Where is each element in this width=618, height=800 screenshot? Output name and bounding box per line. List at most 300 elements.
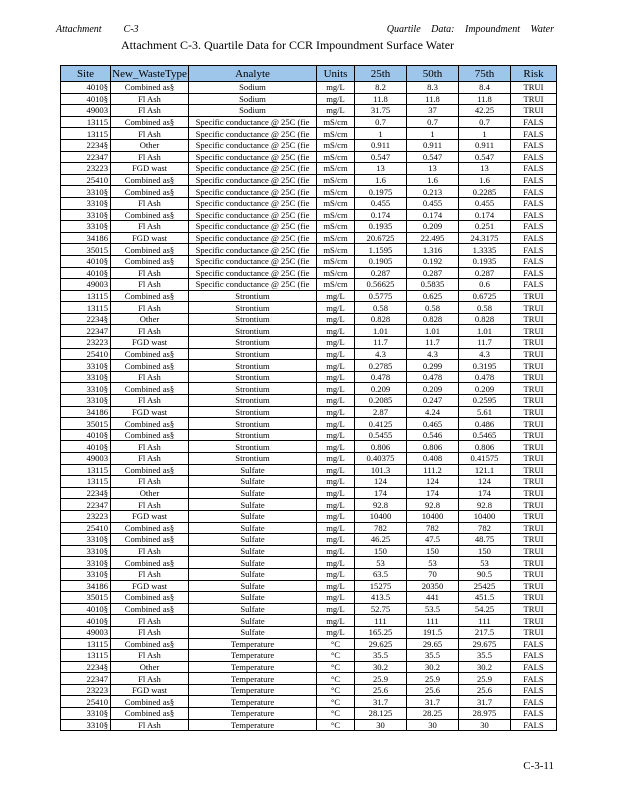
analyte-cell: Specific conductance @ 25C (fie [189, 209, 317, 221]
table-row [61, 348, 557, 360]
risk-cell: TRUI [511, 406, 557, 418]
analyte-cell: Specific conductance @ 25C (fie [189, 197, 317, 209]
q25-cell: 1 [355, 128, 407, 140]
table-row [61, 197, 557, 209]
site-cell: 3310§ [61, 568, 111, 580]
analyte-cell: Specific conductance @ 25C (fie [189, 116, 317, 128]
q25-cell: 25.9 [355, 673, 407, 685]
waste-type-cell: Other [111, 487, 189, 499]
q25-cell: 0.828 [355, 313, 407, 325]
q75-cell: 30.2 [459, 661, 511, 673]
analyte-cell: Sulfate [189, 626, 317, 638]
analyte-cell: Specific conductance @ 25C (fie [189, 279, 317, 291]
table-row [61, 255, 557, 267]
q50-cell: 0.58 [407, 302, 459, 314]
q75-cell: 121.1 [459, 464, 511, 476]
units-cell: mg/L [317, 487, 355, 499]
site-cell: 34186 [61, 232, 111, 244]
site-cell: 35015 [61, 244, 111, 256]
analyte-cell: Specific conductance @ 25C (fie [189, 267, 317, 279]
q25-cell: 10400 [355, 510, 407, 522]
units-cell: mg/L [317, 360, 355, 372]
table-row [61, 82, 557, 94]
units-cell: mg/L [317, 557, 355, 569]
q75-cell: 174 [459, 487, 511, 499]
analyte-cell: Sulfate [189, 499, 317, 511]
site-cell: 35015 [61, 418, 111, 430]
q75-cell: 31.7 [459, 696, 511, 708]
table-row [61, 139, 557, 151]
site-cell: 4010§ [61, 255, 111, 267]
waste-type-cell: Combined as§ [111, 592, 189, 604]
risk-cell: TRUI [511, 534, 557, 546]
analyte-cell: Temperature [189, 650, 317, 662]
table-row [61, 313, 557, 325]
units-cell: mg/L [317, 383, 355, 395]
q25-cell: 150 [355, 545, 407, 557]
waste-type-cell: Combined as§ [111, 418, 189, 430]
waste-type-cell: FGD wast [111, 580, 189, 592]
q25-cell: 0.4125 [355, 418, 407, 430]
waste-type-cell: Fl Ash [111, 453, 189, 465]
site-cell: 49003 [61, 453, 111, 465]
site-cell: 3310§ [61, 708, 111, 720]
q25-cell: 0.287 [355, 267, 407, 279]
units-cell: mS/cm [317, 232, 355, 244]
analyte-cell: Sulfate [189, 580, 317, 592]
q75-cell: 0.455 [459, 197, 511, 209]
q25-cell: 63.5 [355, 568, 407, 580]
waste-type-cell: Fl Ash [111, 719, 189, 731]
table-row [61, 116, 557, 128]
units-cell: mg/L [317, 337, 355, 349]
analyte-cell: Strontium [189, 302, 317, 314]
table-row [61, 395, 557, 407]
analyte-cell: Sodium [189, 105, 317, 117]
units-cell: mS/cm [317, 267, 355, 279]
analyte-cell: Specific conductance @ 25C (fie [189, 186, 317, 198]
q75-cell: 0.287 [459, 267, 511, 279]
q25-cell: 2.87 [355, 406, 407, 418]
table-row [61, 406, 557, 418]
waste-type-cell: Fl Ash [111, 221, 189, 233]
site-cell: 49003 [61, 279, 111, 291]
analyte-cell: Sodium [189, 82, 317, 94]
units-cell: mg/L [317, 580, 355, 592]
risk-cell: TRUI [511, 603, 557, 615]
q75-cell: 25.9 [459, 673, 511, 685]
q75-cell: 0.547 [459, 151, 511, 163]
page-number: C-3-11 [523, 760, 554, 772]
risk-cell: TRUI [511, 105, 557, 117]
waste-type-cell: Other [111, 661, 189, 673]
q50-cell: 1 [407, 128, 459, 140]
q50-cell: 111 [407, 615, 459, 627]
q25-cell: 11.7 [355, 337, 407, 349]
column-header-50th: 50th [407, 66, 459, 82]
risk-cell: FALS [511, 151, 557, 163]
waste-type-cell: Combined as§ [111, 360, 189, 372]
site-cell: 3310§ [61, 719, 111, 731]
units-cell: mg/L [317, 429, 355, 441]
site-cell: 49003 [61, 105, 111, 117]
waste-type-cell: Combined as§ [111, 696, 189, 708]
q50-cell: 47.5 [407, 534, 459, 546]
q50-cell: 28.25 [407, 708, 459, 720]
table-row [61, 719, 557, 731]
risk-cell: FALS [511, 128, 557, 140]
risk-cell: FALS [511, 221, 557, 233]
analyte-cell: Sulfate [189, 522, 317, 534]
waste-type-cell: Combined as§ [111, 464, 189, 476]
risk-cell: TRUI [511, 453, 557, 465]
header-title: Quartile Data: Impoundment Water [386, 24, 554, 35]
q75-cell: 1.6 [459, 174, 511, 186]
q75-cell: 150 [459, 545, 511, 557]
q75-cell: 0.2595 [459, 395, 511, 407]
analyte-cell: Specific conductance @ 25C (fie [189, 128, 317, 140]
site-cell: 3310§ [61, 209, 111, 221]
analyte-cell: Strontium [189, 337, 317, 349]
q25-cell: 1.1595 [355, 244, 407, 256]
waste-type-cell: Fl Ash [111, 499, 189, 511]
risk-cell: TRUI [511, 302, 557, 314]
q75-cell: 42.25 [459, 105, 511, 117]
analyte-cell: Strontium [189, 406, 317, 418]
analyte-cell: Specific conductance @ 25C (fie [189, 255, 317, 267]
q50-cell: 11.8 [407, 93, 459, 105]
units-cell: mg/L [317, 418, 355, 430]
q25-cell: 4.3 [355, 348, 407, 360]
q25-cell: 0.5455 [355, 429, 407, 441]
waste-type-cell: Fl Ash [111, 441, 189, 453]
waste-type-cell: Fl Ash [111, 93, 189, 105]
q50-cell: 0.213 [407, 186, 459, 198]
analyte-cell: Sulfate [189, 592, 317, 604]
q50-cell: 29.65 [407, 638, 459, 650]
risk-cell: FALS [511, 174, 557, 186]
analyte-cell: Strontium [189, 325, 317, 337]
analyte-cell: Strontium [189, 360, 317, 372]
q25-cell: 0.5775 [355, 290, 407, 302]
units-cell: °C [317, 638, 355, 650]
waste-type-cell: Combined as§ [111, 429, 189, 441]
q75-cell: 4.3 [459, 348, 511, 360]
q50-cell: 11.7 [407, 337, 459, 349]
site-cell: 49003 [61, 626, 111, 638]
analyte-cell: Strontium [189, 418, 317, 430]
q50-cell: 0.828 [407, 313, 459, 325]
q50-cell: 0.209 [407, 383, 459, 395]
table-row [61, 661, 557, 673]
risk-cell: FALS [511, 661, 557, 673]
risk-cell: FALS [511, 267, 557, 279]
q50-cell: 37 [407, 105, 459, 117]
risk-cell: TRUI [511, 325, 557, 337]
risk-cell: TRUI [511, 615, 557, 627]
q75-cell: 25425 [459, 580, 511, 592]
q75-cell: 451.5 [459, 592, 511, 604]
table-row [61, 638, 557, 650]
q25-cell: 0.174 [355, 209, 407, 221]
waste-type-cell: Fl Ash [111, 615, 189, 627]
units-cell: °C [317, 650, 355, 662]
table-row [61, 371, 557, 383]
q75-cell: 0.806 [459, 441, 511, 453]
q25-cell: 782 [355, 522, 407, 534]
risk-cell: FALS [511, 209, 557, 221]
analyte-cell: Strontium [189, 395, 317, 407]
table-row [61, 174, 557, 186]
table-row [61, 557, 557, 569]
units-cell: mg/L [317, 592, 355, 604]
analyte-cell: Sulfate [189, 568, 317, 580]
waste-type-cell: Combined as§ [111, 116, 189, 128]
risk-cell: TRUI [511, 337, 557, 349]
risk-cell: FALS [511, 696, 557, 708]
risk-cell: TRUI [511, 580, 557, 592]
q50-cell: 4.3 [407, 348, 459, 360]
risk-cell: FALS [511, 673, 557, 685]
units-cell: °C [317, 673, 355, 685]
column-header-75th: 75th [459, 66, 511, 82]
risk-cell: TRUI [511, 82, 557, 94]
q75-cell: 53 [459, 557, 511, 569]
q50-cell: 191.5 [407, 626, 459, 638]
q50-cell: 0.7 [407, 116, 459, 128]
analyte-cell: Sulfate [189, 603, 317, 615]
table-row [61, 568, 557, 580]
site-cell: 3310§ [61, 371, 111, 383]
q75-cell: 1.01 [459, 325, 511, 337]
analyte-cell: Sulfate [189, 510, 317, 522]
site-cell: 22347 [61, 325, 111, 337]
table-row [61, 476, 557, 488]
q50-cell: 0.806 [407, 441, 459, 453]
header-attachment-word: Attachment [56, 24, 102, 35]
waste-type-cell: Combined as§ [111, 244, 189, 256]
table-row [61, 93, 557, 105]
q75-cell: 0.251 [459, 221, 511, 233]
analyte-cell: Specific conductance @ 25C (fie [189, 174, 317, 186]
analyte-cell: Temperature [189, 684, 317, 696]
q25-cell: 174 [355, 487, 407, 499]
units-cell: mg/L [317, 105, 355, 117]
table-row [61, 128, 557, 140]
q25-cell: 111 [355, 615, 407, 627]
q50-cell: 20350 [407, 580, 459, 592]
risk-cell: TRUI [511, 487, 557, 499]
q75-cell: 0.911 [459, 139, 511, 151]
units-cell: mS/cm [317, 128, 355, 140]
waste-type-cell: Fl Ash [111, 128, 189, 140]
q25-cell: 13 [355, 163, 407, 175]
site-cell: 23223 [61, 163, 111, 175]
table-row [61, 244, 557, 256]
risk-cell: TRUI [511, 418, 557, 430]
q25-cell: 0.7 [355, 116, 407, 128]
table-row [61, 337, 557, 349]
table-row [61, 580, 557, 592]
site-cell: 3310§ [61, 545, 111, 557]
site-cell: 3310§ [61, 557, 111, 569]
table-row [61, 499, 557, 511]
q50-cell: 0.408 [407, 453, 459, 465]
q50-cell: 0.5835 [407, 279, 459, 291]
q75-cell: 10400 [459, 510, 511, 522]
q75-cell: 124 [459, 476, 511, 488]
q75-cell: 8.4 [459, 82, 511, 94]
q50-cell: 1.6 [407, 174, 459, 186]
q75-cell: 90.5 [459, 568, 511, 580]
column-header-site: Site [61, 66, 111, 82]
waste-type-cell: Fl Ash [111, 197, 189, 209]
q50-cell: 0.911 [407, 139, 459, 151]
q25-cell: 31.75 [355, 105, 407, 117]
risk-cell: FALS [511, 244, 557, 256]
waste-type-cell: Combined as§ [111, 383, 189, 395]
units-cell: mg/L [317, 603, 355, 615]
q50-cell: 782 [407, 522, 459, 534]
site-cell: 25410 [61, 696, 111, 708]
risk-cell: FALS [511, 650, 557, 662]
q75-cell: 0.478 [459, 371, 511, 383]
q75-cell: 0.6 [459, 279, 511, 291]
waste-type-cell: Fl Ash [111, 279, 189, 291]
waste-type-cell: FGD wast [111, 232, 189, 244]
q25-cell: 8.2 [355, 82, 407, 94]
risk-cell: TRUI [511, 371, 557, 383]
risk-cell: FALS [511, 684, 557, 696]
units-cell: mS/cm [317, 163, 355, 175]
q50-cell: 8.3 [407, 82, 459, 94]
q75-cell: 5.61 [459, 406, 511, 418]
table-row [61, 302, 557, 314]
table-row [61, 534, 557, 546]
q25-cell: 0.40375 [355, 453, 407, 465]
q50-cell: 0.547 [407, 151, 459, 163]
units-cell: mS/cm [317, 279, 355, 291]
risk-cell: FALS [511, 279, 557, 291]
q75-cell: 0.828 [459, 313, 511, 325]
risk-cell: TRUI [511, 557, 557, 569]
units-cell: °C [317, 696, 355, 708]
waste-type-cell: Combined as§ [111, 255, 189, 267]
units-cell: mg/L [317, 313, 355, 325]
units-cell: mg/L [317, 626, 355, 638]
site-cell: 22347 [61, 499, 111, 511]
q75-cell: 29.675 [459, 638, 511, 650]
units-cell: mg/L [317, 290, 355, 302]
table-row [61, 708, 557, 720]
risk-cell: TRUI [511, 348, 557, 360]
q25-cell: 30 [355, 719, 407, 731]
units-cell: mg/L [317, 302, 355, 314]
site-cell: 25410 [61, 174, 111, 186]
analyte-cell: Sodium [189, 93, 317, 105]
site-cell: 4010§ [61, 267, 111, 279]
table-row [61, 360, 557, 372]
q75-cell: 0.41575 [459, 453, 511, 465]
running-header [56, 24, 554, 38]
waste-type-cell: Fl Ash [111, 151, 189, 163]
risk-cell: FALS [511, 163, 557, 175]
q75-cell: 0.2285 [459, 186, 511, 198]
table-row [61, 279, 557, 291]
q25-cell: 0.56625 [355, 279, 407, 291]
table-row [61, 673, 557, 685]
units-cell: mg/L [317, 325, 355, 337]
q50-cell: 30.2 [407, 661, 459, 673]
units-cell: mg/L [317, 615, 355, 627]
analyte-cell: Temperature [189, 661, 317, 673]
q75-cell: 13 [459, 163, 511, 175]
risk-cell: FALS [511, 719, 557, 731]
table-row [61, 510, 557, 522]
risk-cell: FALS [511, 232, 557, 244]
site-cell: 13115 [61, 638, 111, 650]
risk-cell: TRUI [511, 476, 557, 488]
q75-cell: 25.6 [459, 684, 511, 696]
waste-type-cell: Combined as§ [111, 522, 189, 534]
waste-type-cell: FGD wast [111, 684, 189, 696]
q50-cell: 10400 [407, 510, 459, 522]
table-row [61, 453, 557, 465]
risk-cell: TRUI [511, 499, 557, 511]
q25-cell: 1.6 [355, 174, 407, 186]
q50-cell: 0.192 [407, 255, 459, 267]
units-cell: mS/cm [317, 139, 355, 151]
units-cell: mg/L [317, 476, 355, 488]
q75-cell: 0.486 [459, 418, 511, 430]
q25-cell: 15275 [355, 580, 407, 592]
table-row [61, 105, 557, 117]
analyte-cell: Strontium [189, 383, 317, 395]
units-cell: mS/cm [317, 174, 355, 186]
site-cell: 2234§ [61, 139, 111, 151]
analyte-cell: Sulfate [189, 487, 317, 499]
q50-cell: 1.01 [407, 325, 459, 337]
q50-cell: 150 [407, 545, 459, 557]
analyte-cell: Specific conductance @ 25C (fie [189, 244, 317, 256]
q50-cell: 92.8 [407, 499, 459, 511]
q50-cell: 174 [407, 487, 459, 499]
site-cell: 4010§ [61, 603, 111, 615]
site-cell: 2234§ [61, 487, 111, 499]
table-row [61, 696, 557, 708]
units-cell: mS/cm [317, 209, 355, 221]
q75-cell: 0.7 [459, 116, 511, 128]
table-row [61, 151, 557, 163]
table-row [61, 464, 557, 476]
waste-type-cell: Fl Ash [111, 267, 189, 279]
site-cell: 35015 [61, 592, 111, 604]
units-cell: mS/cm [317, 186, 355, 198]
q75-cell: 0.58 [459, 302, 511, 314]
waste-type-cell: FGD wast [111, 163, 189, 175]
column-header-units: Units [317, 66, 355, 82]
table-row [61, 603, 557, 615]
site-cell: 3310§ [61, 360, 111, 372]
waste-type-cell: Fl Ash [111, 302, 189, 314]
q25-cell: 31.7 [355, 696, 407, 708]
waste-type-cell: FGD wast [111, 337, 189, 349]
site-cell: 4010§ [61, 441, 111, 453]
q75-cell: 1 [459, 128, 511, 140]
waste-type-cell: Combined as§ [111, 290, 189, 302]
q25-cell: 413.5 [355, 592, 407, 604]
q50-cell: 0.625 [407, 290, 459, 302]
